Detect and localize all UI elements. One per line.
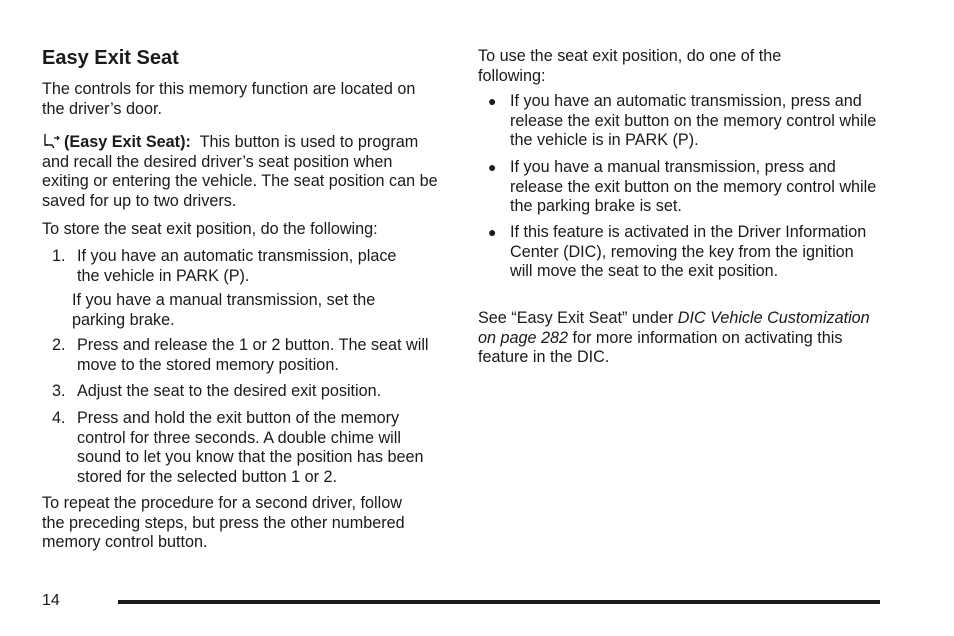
intro-paragraph: The controls for this memory function are located on the driver’s door. [42, 80, 416, 118]
button-label: (Easy Exit Seat): [64, 133, 191, 151]
bullet-item [488, 158, 878, 217]
bullet-icon: ● [488, 224, 497, 240]
repeat-paragraph: To repeat the procedure for a second driver, follow the preceding steps, but press the other numbered memory control button. [42, 494, 405, 552]
cross-reference-link[interactable]: DIC Vehicle Customization on page 282 [478, 309, 870, 347]
step-text: If you have an automatic transmission, place the vehicle in PARK (P). [77, 247, 397, 285]
step-item [52, 409, 442, 487]
bullet-item [488, 223, 878, 282]
step-number: 3. [52, 382, 66, 400]
bullet-icon: ● [488, 159, 497, 175]
step-text: Press and release the 1 or 2 button. The seat will move to the stored memory position. [77, 336, 429, 374]
bullet-text: If you have a manual transmission, press and release the exit button on the memory control while the parking brake is set. [510, 158, 877, 216]
footer-rule [118, 600, 880, 604]
step-item [52, 336, 442, 375]
button-desc-text: This button is used to program and recall the desired driver’s seat position when exiting or entering the vehicle. The seat position can be saved for up to two drivers. [42, 133, 438, 210]
see-suffix: for more information on activating this feature in the DIC. [478, 328, 843, 367]
step-number: 1. [52, 247, 66, 265]
step-item [52, 247, 442, 286]
button-description [42, 133, 442, 211]
bullet-text: If you have an automatic transmission, press and release the exit button on the memory control while the vehicle is in PARK (P). [510, 92, 877, 150]
step-number: 4. [52, 409, 66, 427]
step-text: Press and hold the exit button of the memory control for three seconds. A double chime will sound to let you know that the position has been stored for the selected button 1 or 2. [77, 409, 424, 486]
bullet-text: If this feature is activated in the Driver Information Center (DIC), removing the key from the ignition will move the seat to the exit position. [510, 223, 867, 281]
page-number: 14 [42, 592, 60, 609]
see-also-paragraph [478, 309, 873, 368]
bullet-item [488, 92, 878, 151]
step-text: Adjust the seat to the desired exit position. [77, 382, 382, 400]
step-note: If you have a manual transmission, set the parking brake. [72, 291, 376, 329]
store-intro: To store the seat exit position, do the following: [42, 220, 378, 238]
step-number: 2. [52, 336, 66, 354]
step-item [52, 382, 442, 402]
bullet-icon: ● [488, 93, 497, 109]
seat-exit-icon [42, 133, 62, 149]
section-heading: Easy Exit Seat [42, 47, 179, 69]
see-prefix: See “Easy Exit Seat” under [478, 309, 678, 327]
use-intro: To use the seat exit position, do one of the following: [478, 47, 782, 85]
